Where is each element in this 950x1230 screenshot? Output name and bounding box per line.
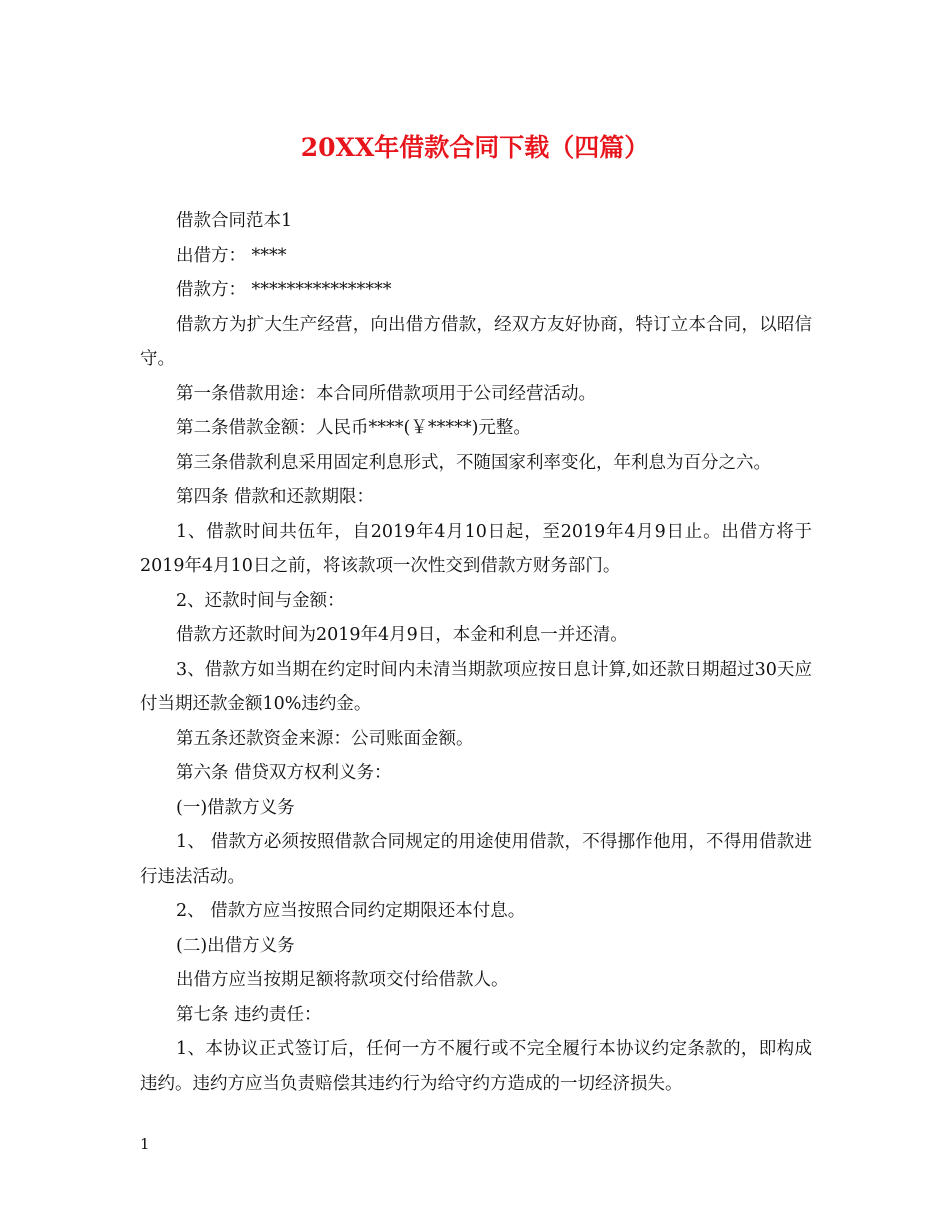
page-number: 1 xyxy=(140,1135,150,1153)
paragraph-borrower-obligations: (一)借款方义务 xyxy=(176,797,295,818)
paragraph-repayment-time: 借款方还款时间为2019年4月9日，本金和利息一并还清。 xyxy=(176,625,628,645)
paragraph-contract-sample: 借款合同范本1 xyxy=(176,211,293,231)
paragraph-article-3: 第三条借款利息采用固定利息形式，不随国家利率变化，年利息为百分之六。 xyxy=(176,452,771,473)
paragraph-loan-term: 1、借款时间共伍年，自2019年4月10日起，至2019年4月9日止。出借方将于2019年4月10日之前，将该款项一次性交到借款方财务部门。 xyxy=(140,521,812,576)
paragraph-late-payment: 3、借款方如当期在约定时间内未清当期款项应按日息计算,如还款日期超过30天应付当期还款金额10%违约金。 xyxy=(140,659,812,714)
paragraph-article-6-heading: 第六条 借贷双方权利义务： xyxy=(176,763,392,783)
paragraph-repayment-heading: 2、还款时间与金额： xyxy=(176,590,345,611)
paragraph-article-2: 第二条借款金额：人民币****(￥*****)元整。 xyxy=(176,418,531,438)
paragraph-borrower-obligation-1: 1、 借款方必须按照借款合同规定的用途使用借款，不得挪作他用，不得用借款进行违法活动。 xyxy=(140,832,812,887)
paragraph-article-5: 第五条还款资金来源：公司账面金额。 xyxy=(176,728,474,749)
paragraph-article-1: 第一条借款用途：本合同所借款项用于公司经营活动。 xyxy=(176,383,596,404)
paragraph-breach-liability: 1、本协议正式签订后，任何一方不履行或不完全履行本协议约定条款的，即构成违约。违约方应当负责赔偿其违约行为给守约方造成的一切经济损失。 xyxy=(140,1039,812,1094)
paragraph-lender: 出借方： **** xyxy=(176,245,287,266)
paragraph-article-7-heading: 第七条 违约责任： xyxy=(176,1004,322,1025)
paragraph-article-4-heading: 第四条 借款和还款期限： xyxy=(176,487,375,507)
paragraph-borrower: 借款方： **************** xyxy=(176,280,392,300)
paragraph-lender-obligations: (二)出借方义务 xyxy=(176,935,295,956)
paragraph-lender-obligation-1: 出借方应当按期足额将款项交付给借款人。 xyxy=(176,970,509,990)
paragraph-preamble: 借款方为扩大生产经营，向出借方借款，经双方友好协商，特订立本合同，以昭信守。 xyxy=(140,314,812,369)
document-title: 20XX年借款合同下载（四篇） xyxy=(300,133,650,162)
paragraph-borrower-obligation-2: 2、 借款方应当按照合同约定期限还本付息。 xyxy=(176,901,526,921)
document-body xyxy=(140,204,812,1101)
